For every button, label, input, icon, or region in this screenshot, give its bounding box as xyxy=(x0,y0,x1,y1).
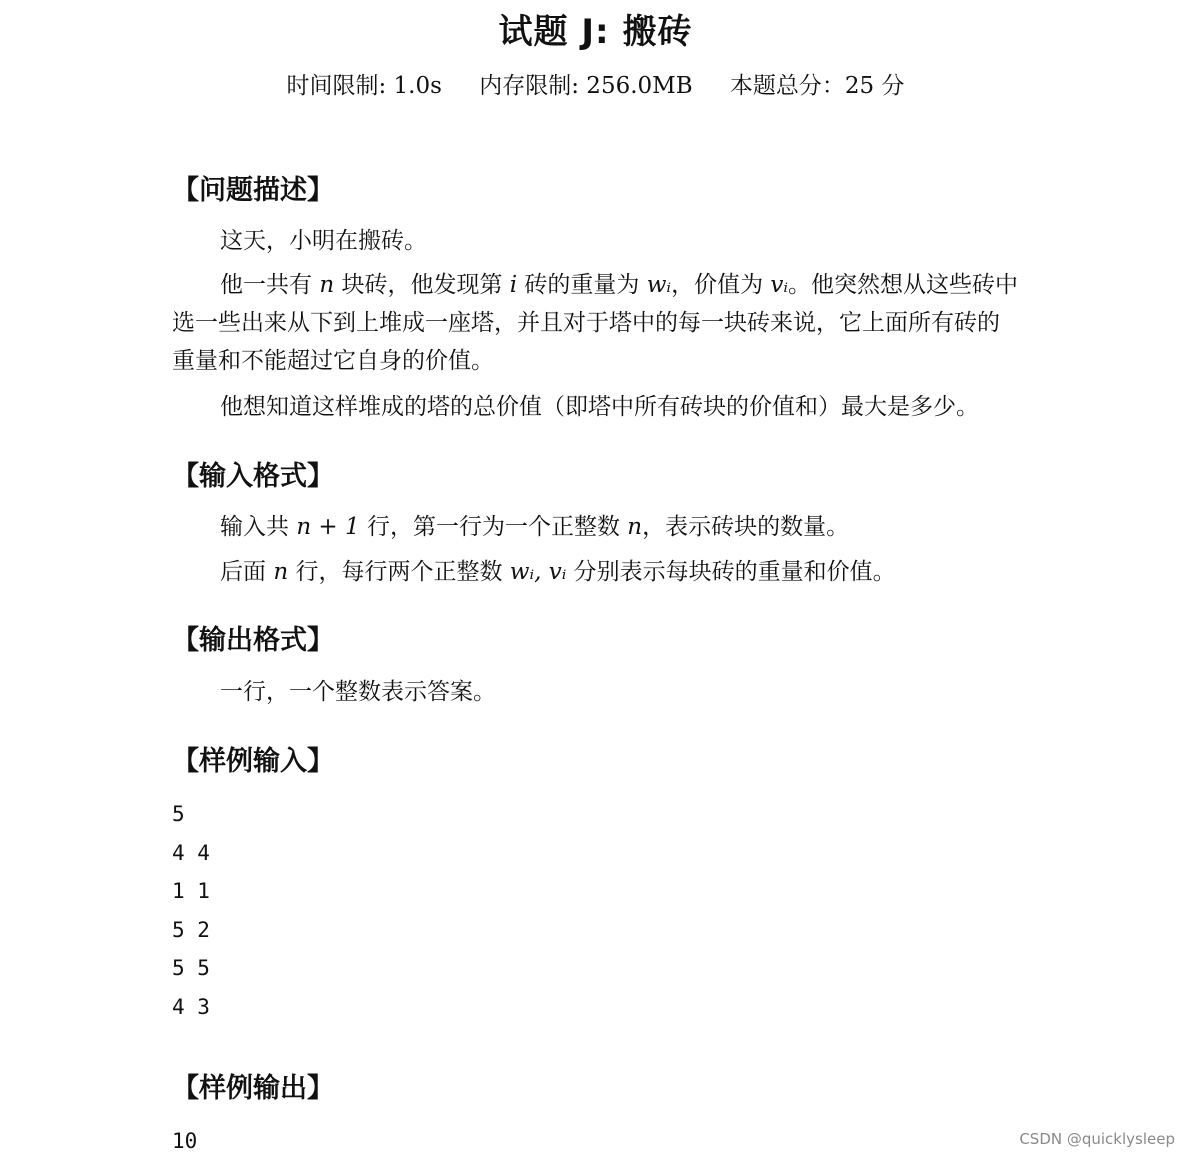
text-run: 后面 xyxy=(220,559,274,585)
math-v-i: vᵢ xyxy=(770,272,789,298)
sample-output-heading: 【样例输出】 xyxy=(172,1073,334,1104)
sample-input-line: 5 5 xyxy=(172,956,210,980)
memory-limit: 内存限制: 256.0MB xyxy=(479,73,693,99)
output-format-heading: 【输出格式】 xyxy=(172,625,334,656)
math-n-plus-1: n + 1 xyxy=(296,514,360,540)
description-paragraph-3: 他想知道这样堆成的塔的总价值（即塔中所有砖块的价值和）最大是多少。 xyxy=(220,394,979,420)
text-run: 块砖，他发现第 xyxy=(334,272,510,298)
text-run: ，价值为 xyxy=(671,272,771,298)
output-format-line-1: 一行，一个整数表示答案。 xyxy=(220,679,496,705)
text-run: ，表示砖块的数量。 xyxy=(642,514,850,540)
math-w-i: wᵢ xyxy=(646,272,672,298)
input-format-line-1 xyxy=(172,508,1022,546)
math-i: i xyxy=(509,272,518,298)
text-run: 输入共 xyxy=(220,514,297,540)
time-limit: 时间限制: 1.0s xyxy=(286,73,442,99)
watermark: CSDN @quicklysleep xyxy=(1019,1130,1175,1148)
sample-output-line: 10 xyxy=(172,1129,198,1153)
sample-input-line: 5 xyxy=(172,802,185,826)
input-format-heading: 【输入格式】 xyxy=(172,461,334,492)
math-n: n xyxy=(627,514,643,540)
problem-title: 试题 J: 搬砖 xyxy=(498,12,693,52)
description-paragraph-2 xyxy=(172,266,1022,380)
sample-input-line: 4 4 xyxy=(172,841,210,865)
input-format-line-2 xyxy=(172,553,1022,591)
total-score: 本题总分：25 分 xyxy=(729,73,905,99)
text-run: 他一共有 xyxy=(220,272,320,298)
text-run: 行，第一行为一个正整数 xyxy=(359,514,628,540)
math-n: n xyxy=(273,559,289,585)
text-run: 分别表示每块砖的重量和价值。 xyxy=(566,559,896,585)
text-run: 砖的重量为 xyxy=(517,272,647,298)
sample-input-line: 1 1 xyxy=(172,879,210,903)
math-w-v: wᵢ, vᵢ xyxy=(509,559,567,585)
sample-input-heading: 【样例输入】 xyxy=(172,746,334,777)
math-n: n xyxy=(319,272,335,298)
problem-meta xyxy=(0,70,1191,102)
text-run: 。他突然想从这些砖中选一些出来从下到上堆成一座塔，并且对于塔中的每一块砖来说，它上面所有砖的重量和不能超过它自身的价值。 xyxy=(172,272,1019,374)
text-run: 行，每行两个正整数 xyxy=(288,559,510,585)
sample-input-line: 4 3 xyxy=(172,995,210,1019)
sample-input-line: 5 2 xyxy=(172,918,210,942)
description-heading: 【问题描述】 xyxy=(172,175,334,206)
description-paragraph-1: 这天，小明在搬砖。 xyxy=(220,228,427,254)
